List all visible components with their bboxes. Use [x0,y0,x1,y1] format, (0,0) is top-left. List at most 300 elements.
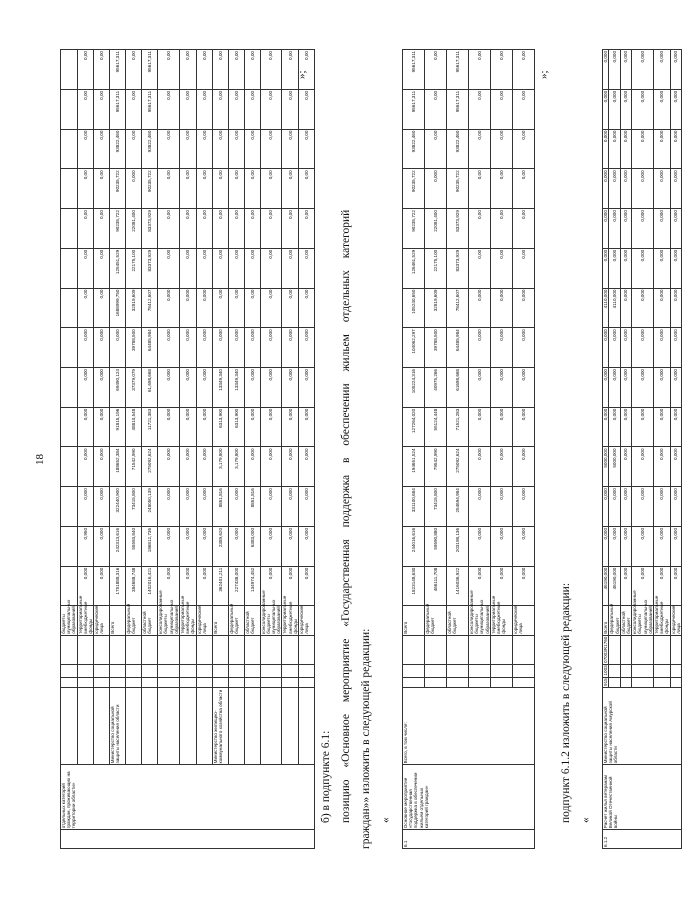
responsible-cell [299,687,315,764]
table-row [403,50,425,849]
value-cell: 0,000 [244,368,260,408]
value-cell: 0,000 [299,368,315,408]
value-cell: 0,000 [228,526,244,566]
value-cell: 0,000 [620,526,631,566]
code-cell: 1003 [603,665,609,676]
value-cell: 0,000 [196,288,212,328]
value-cell: 0,00 [228,288,244,328]
source-cell: Всего [603,606,609,635]
source-cell: территориальные внебюджетные фонды [77,595,94,634]
value-cell: 83373,929 [447,209,469,249]
value-cell: 95617,311 [142,50,158,90]
code-cell [61,635,78,664]
value-cell: 0,000 [77,447,94,487]
value-cell: 0,00 [260,129,282,169]
value-cell: 0,00 [513,50,535,90]
source-cell: консолидированные бюджеты муниципальных образований [632,590,653,634]
responsible-cell [126,687,142,764]
value-cell: 0,000 [196,487,212,527]
value-cell: 0,00 [425,89,447,129]
responsible-cell [158,687,180,764]
value-cell [61,368,78,408]
value-cell: 0,000 [469,566,491,606]
value-cell: 0,00 [77,89,94,129]
value-cell: 0,000 [654,407,671,447]
value-cell: 8851,816 [212,487,228,527]
code-cell [670,635,681,664]
value-cell: 32819,609 [425,288,447,328]
code-cell [212,677,228,687]
value-cell: 0,000 [282,328,299,368]
value-cell: 0,00 [513,89,535,129]
value-cell: 0,000 [632,209,654,249]
code-cell [670,664,681,677]
value-cell: 0,00 [282,209,299,249]
value-cell: 95617,311 [110,89,126,129]
value-cell: 0,00 [425,50,447,90]
responsible-cell [94,687,110,764]
code-cell [620,677,631,687]
value-cell: 0,000 [212,328,228,368]
value-cell: 105224,316 [403,368,425,408]
value-cell: 0,00 [126,50,142,90]
value-cell: 0,00 [260,89,282,129]
value-cell: 0,00 [180,209,197,249]
value-cell: 0,00 [212,89,228,129]
code-cell [513,635,535,664]
code-cell [632,635,654,664]
value-cell: 0,000 [670,368,681,408]
value-cell: 0,000 [609,487,620,527]
value-cell: 0,000 [609,89,620,129]
value-cell: 0,000 [94,447,110,487]
value-cell: 227438,000 [228,566,244,606]
value-cell: 0,00 [180,89,197,129]
code-cell [447,635,469,664]
code-cell [469,664,491,677]
value-cell [61,328,78,368]
value-cell: 127264,020 [403,407,425,447]
source-cell: консолидированные бюджеты муниципальных образований [469,590,490,634]
value-cell: 0,00 [491,129,513,169]
value-cell: 0,00 [260,288,282,328]
value-cell: 275092,624 [142,447,158,487]
value-cell: 384688,748 [126,566,142,606]
para-position-line1: позицию «Основное мероприятие «Государственная поддержка в обеспечении жильем отдельных категорий [340,209,352,823]
table-row [180,50,197,849]
value-cell: 6313,900 [228,407,244,447]
close-quote-top: »; [296,70,308,79]
code-cell [654,635,671,664]
value-cell: 1416036,922 [447,566,469,606]
value-cell: 1688999,750 [110,288,126,328]
value-cell: 0,000 [654,368,671,408]
value-cell: 0,00 [244,89,260,129]
value-cell: 0,00 [469,129,491,169]
value-cell: 242313,616 [110,526,126,566]
value-cell: 0,00 [94,50,110,90]
responsible-cell: Министерство жилищно-коммунального хозяйства области [212,687,228,764]
code-cell [110,664,126,677]
value-cell: 322440,900 [110,487,126,527]
code-cell [299,677,315,687]
value-cell: 188652,384 [110,447,126,487]
value-cell: 0,000 [603,368,609,408]
value-cell: 0,00 [196,169,212,209]
value-cell: 0,000 [228,487,244,527]
responsible-cell [244,687,260,764]
code-cell [447,677,469,687]
value-cell: 61698,668 [447,368,469,408]
code-cell [228,677,244,687]
code-cell [654,664,671,677]
code-cell [632,664,654,677]
table-row [158,50,180,849]
value-cell: 0,00 [180,129,197,169]
value-cell: 0,000 [425,169,447,209]
table-row [110,50,126,849]
source-cell: областной бюджет [142,606,158,635]
code-cell: 915 [603,678,609,686]
value-cell: 0,000 [654,248,671,288]
value-cell: 0,000 [77,566,94,606]
table-mid [402,49,535,849]
source-cell: территориальные внебюджетные фонды [180,595,196,634]
value-cell: 0,000 [670,566,681,606]
value-cell: 0,00 [469,248,491,288]
value-cell: 0,000 [654,566,671,606]
source-cell: территориальные внебюджетные фонды [282,595,298,634]
value-cell: 0,000 [603,487,609,527]
value-cell: 0,00 [260,248,282,288]
value-cell: 0,00 [228,50,244,90]
value-cell: 0,000 [620,487,631,527]
value-cell: 0,00 [212,129,228,169]
value-cell: 13349,340 [212,368,228,408]
value-cell: 79542,990 [425,447,447,487]
source-cell: территориальные внебюджетные фонды [654,595,670,634]
source-cell: консолидированные бюджеты муниципальных образований [158,590,179,634]
value-cell: 0,000 [670,288,681,328]
value-cell: 0,00 [158,129,180,169]
value-cell: 0,000 [299,487,315,527]
value-cell: 0,000 [180,328,197,368]
code-cell [94,635,110,664]
value-cell: 0,00 [469,50,491,90]
code-cell [282,677,299,687]
value-cell: 0,00 [244,129,260,169]
value-cell: 0,00 [469,169,491,209]
code-cell [244,664,260,677]
value-cell: 0,00 [94,248,110,288]
source-cell: Всего [110,606,126,635]
value-cell: 0,00 [299,129,315,169]
value-cell: 11721,383 [142,407,158,447]
value-cell: 0,000 [469,407,491,447]
value-cell: 0,000 [299,407,315,447]
value-cell: 0,000 [77,328,94,368]
value-cell: 0,000 [603,328,609,368]
value-cell: 6383,000 [244,526,260,566]
value-cell: 0,00 [77,209,94,249]
value-cell: 0,000 [603,50,609,90]
value-cell: 3,179,800 [228,447,244,487]
value-cell: 0,00 [212,209,228,249]
responsible-cell [180,687,197,764]
code-cell [425,635,447,664]
value-cell: 0,00 [196,50,212,90]
value-cell: 0,00 [282,50,299,90]
value-cell: 0,00 [260,50,282,90]
value-cell: 0,000 [620,447,631,487]
value-cell: 37379,079 [126,368,142,408]
code-cell [282,664,299,677]
value-cell: 0,000 [180,447,197,487]
value-cell: 186812,736 [142,526,158,566]
value-cell: 0,00 [244,288,260,328]
table-row [212,50,228,849]
code-cell [126,664,142,677]
value-cell: 0,00 [158,169,180,209]
value-cell: 93822,460 [403,129,425,169]
source-cell: областной бюджет [244,606,260,635]
value-cell: 0,00 [299,288,315,328]
value-cell: 0,000 [654,288,671,328]
value-cell: 59590,880 [425,526,447,566]
value-cell: 0,00 [158,209,180,249]
value-cell: 194651,524 [403,447,425,487]
value-cell: 0,000 [620,566,631,606]
value-cell: 0,000 [513,368,535,408]
value-cell: 71521,283 [447,407,469,447]
source-cell: юридические лица [513,606,535,635]
value-cell: 0,000 [620,288,631,328]
code-cell [670,677,681,687]
program-title-cell: Расчет жилья ветеранам Великой Отечественной войны [603,765,682,830]
value-cell: 0,000 [282,487,299,527]
value-cell: 0,00 [513,169,535,209]
code-cell [469,635,491,664]
value-cell: 0,000 [620,50,631,90]
source-cell: юридические лица [299,606,315,635]
value-cell: 91815,196 [110,407,126,447]
value-cell: 0,000 [282,407,299,447]
value-cell: 93822,460 [447,129,469,169]
table-row [142,50,158,849]
value-cell: 0,000 [609,50,620,90]
value-cell: 0,000 [469,288,491,328]
value-cell: 0,00 [513,248,535,288]
value-cell: 0,000 [513,447,535,487]
value-cell: 0,000 [620,209,631,249]
value-cell: 95617,311 [403,50,425,90]
value-cell: 90235,722 [110,209,126,249]
value-cell: 0,000 [654,526,671,566]
value-cell [61,487,78,527]
value-cell: 0,00 [491,89,513,129]
table-row [603,50,609,849]
table-row [244,50,260,849]
value-cell [61,129,78,169]
code-cell [609,677,620,687]
value-cell: 0,00 [491,169,513,209]
responsible-cell [196,687,212,764]
code-cell [403,664,425,677]
source-cell: юридические лица [670,605,681,634]
value-cell: 3,179,800 [212,447,228,487]
value-cell: 0,000 [180,288,197,328]
code-cell [77,635,94,664]
value-cell: 0,000 [654,487,671,527]
value-cell: 0,00 [94,288,110,328]
value-cell: 78412,607 [142,288,158,328]
value-cell: 5000,000 [609,447,620,487]
value-cell: 46190,000 [609,566,620,606]
value-cell: 0,000 [654,328,671,368]
value-cell: 64485,984 [142,328,158,368]
value-cell [61,169,78,209]
responsible-cell [228,687,244,764]
value-cell: 0,00 [228,248,244,288]
value-cell: 0,00 [158,248,180,288]
value-cell: 0,000 [469,447,491,487]
value-cell [61,50,78,90]
value-cell: 0,000 [94,526,110,566]
value-cell: 0,00 [282,248,299,288]
value-cell: 0,000 [77,368,94,408]
table-row [77,50,94,849]
row-number-cell: 6.1.2 [603,830,682,849]
value-cell: 0,000 [299,328,315,368]
value-cell: 0,000 [260,526,282,566]
table-row [282,50,299,849]
code-cell [609,635,620,664]
value-cell: 55593,840 [126,526,142,566]
value-cell: 0,000 [513,566,535,606]
value-cell: 0,00 [212,248,228,288]
code-cell [94,664,110,677]
table-row [196,50,212,849]
code-cell [299,635,315,664]
value-cell: 0,000 [609,407,620,447]
value-cell: 6313,900 [212,407,228,447]
code-cell [61,664,78,677]
value-cell: 0,000 [632,129,654,169]
code-cell [260,664,282,677]
code-cell [180,664,197,677]
value-cell: 0,000 [244,447,260,487]
value-cell: 0,000 [196,566,212,606]
code-cell [142,677,158,687]
value-cell: 0,000 [603,209,609,249]
value-cell: 0,000 [609,248,620,288]
value-cell: 105240,650 [403,288,425,328]
value-cell [61,447,78,487]
value-cell: 0,000 [469,368,491,408]
value-cell: 0,000 [654,50,671,90]
value-cell: 0,00 [94,129,110,169]
value-cell: 0,00 [228,89,244,129]
value-cell: 0,000 [196,526,212,566]
value-cell: 22081,400 [126,209,142,249]
code-cell [244,635,260,664]
value-cell: 0,000 [244,407,260,447]
value-cell: 1402016,421 [142,566,158,606]
value-cell: 0,950 [77,526,94,566]
value-cell: 0,000 [196,407,212,447]
value-cell: 71542,990 [126,447,142,487]
table-row [228,50,244,849]
value-cell: 104062,297 [403,328,425,368]
value-cell: 0,00 [228,209,244,249]
value-cell: 0,00 [77,169,94,209]
value-cell: 0,000 [244,328,260,368]
value-cell: 0,00 [513,129,535,169]
value-cell: 0,000 [670,248,681,288]
responsible-cell: Министерство социальной защиты населения области [110,687,126,764]
value-cell: 83373,929 [447,248,469,288]
code-cell [196,677,212,687]
value-cell: 0,000 [469,526,491,566]
source-cell: Всего [212,606,228,635]
value-cell: 0,00 [180,50,197,90]
code-cell [94,677,110,687]
code-cell [212,664,228,677]
code-cell [299,664,315,677]
value-cell: 0,00 [77,288,94,328]
value-cell [61,526,78,566]
value-cell: 0,00 [244,209,260,249]
value-cell: 0,000 [491,526,513,566]
value-cell: 0,000 [513,407,535,447]
value-cell: 0,000 [620,89,631,129]
value-cell: 0,000 [158,566,180,606]
value-cell: 0,00 [244,169,260,209]
value-cell: 0,000 [632,407,654,447]
code-cell [425,664,447,677]
code-cell [425,677,447,687]
value-cell: 0,00 [491,248,513,288]
code-cell [491,664,513,677]
source-cell: федеральный бюджет [609,603,620,634]
page-number: 18 [34,454,46,465]
value-cell: 0,000 [158,447,180,487]
value-cell: 0,000 [513,288,535,328]
value-cell: 0,000 [299,526,315,566]
value-cell: 244016,616 [403,526,425,566]
value-cell: 0,000 [670,526,681,566]
value-cell: 64485,984 [447,328,469,368]
value-cell: 48810,548 [126,407,142,447]
value-cell: 0,00 [180,248,197,288]
code-cell [491,677,513,687]
table-row [61,50,78,849]
value-cell: 0,000 [670,209,681,249]
value-cell: 0,000 [180,526,197,566]
value-cell: 0,000 [180,566,197,606]
responsible-cell [61,687,78,764]
code-cell [61,677,78,687]
value-cell: 0,000 [94,487,110,527]
value-cell: 254694,984 [447,487,469,527]
value-cell: 0,000 [609,526,620,566]
value-cell: 95617,311 [447,89,469,129]
value-cell: 2389,620 [212,526,228,566]
value-cell: 134974,452 [244,566,260,606]
code-cell [244,677,260,687]
value-cell: 466111,708 [425,566,447,606]
code-cell: 07003R1760 [603,636,609,663]
